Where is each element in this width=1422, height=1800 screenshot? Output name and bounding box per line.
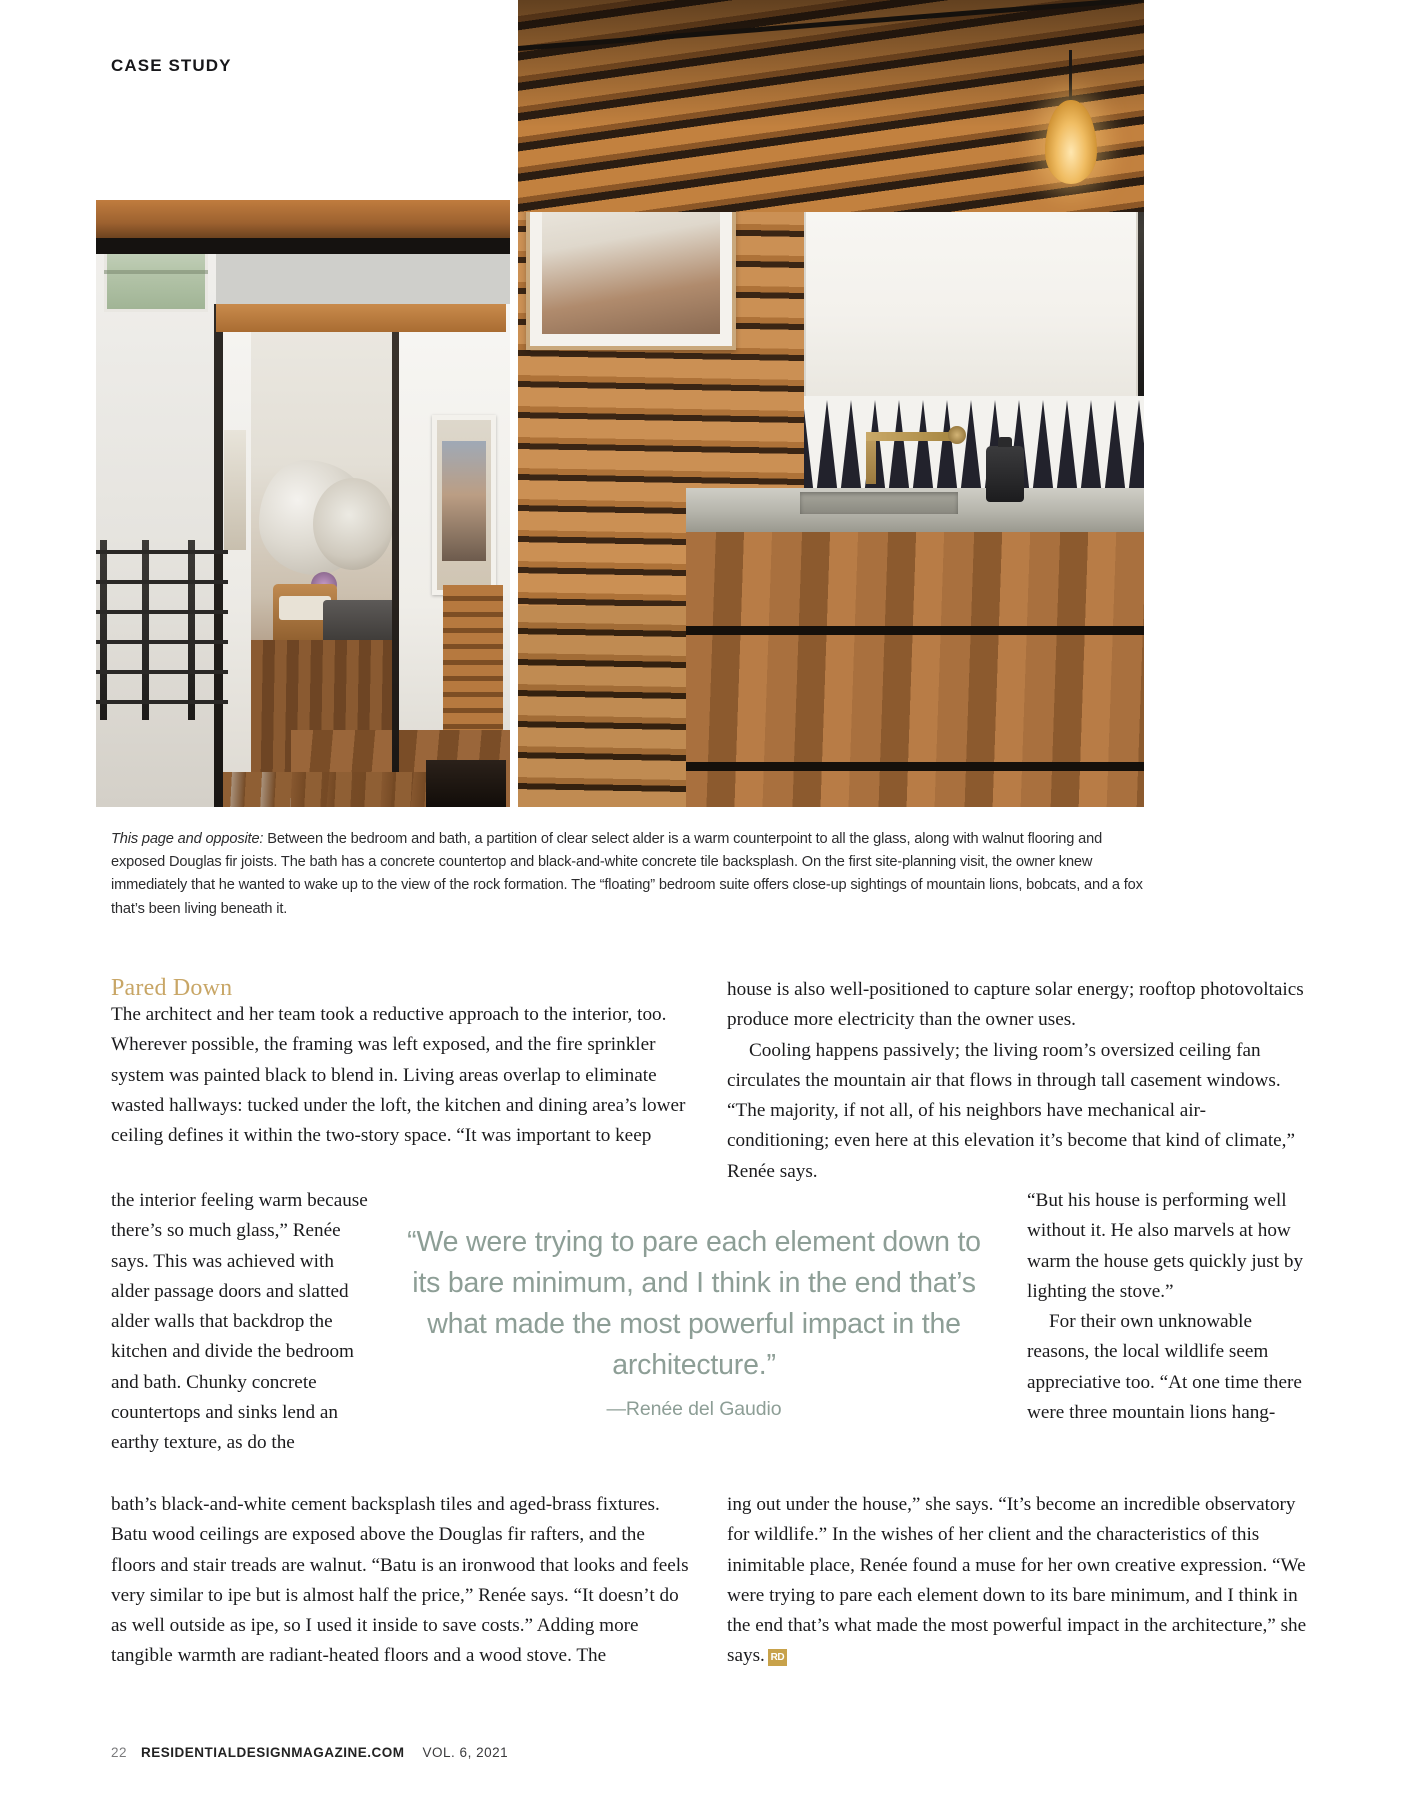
paragraph: Cooling happens passively; the living room’s oversized ceiling fan circulates the mountain air that flows in through tall casement windows. “The majority, if not all, of his neighbors have mechanical air-conditioning; even here at this elevation it’s become that kind of climate,” Renée says. [727,1039,1295,1182]
caption-body: Between the bedroom and bath, a partition of clear select alder is a warm counterpoint to all the glass, along with walnut flooring and exposed Douglas fir joists. The bath has a concrete countertop and black-and-white concrete tile backsplash. On the first site-planning visit, the owner knew immediately that he wanted to wake up to the view of the rock formation. The “floating” bedroom suite offers close-up sightings of mountain lions, bobcats, and a fox that’s been living beneath it. [111,831,1143,917]
footer-website: RESIDENTIALDESIGNMAGAZINE.COM [141,1745,405,1760]
tile-backsplash [804,396,1144,496]
tile-spike [1104,400,1126,496]
paragraph [727,1490,1307,1672]
photo-bath-vanity [518,0,1144,807]
article-right-column-top [727,975,1307,1187]
footer-volume: VOL. 6, 2021 [422,1745,509,1760]
section-heading: Pared Down [111,975,233,1001]
tile-spike [804,400,814,496]
page-footer [111,1745,508,1760]
photo-bath-vanity-art [518,0,1144,807]
tile-spike [1128,400,1144,496]
pull-quote: “We were trying to pare each element down to its bare minimum, and I think in the end that’s what made the most powerful impact in the architecture.” [407,1226,981,1381]
tile-spike [936,400,958,496]
paragraph: house is also well-positioned to capture solar energy; rooftop photovoltaics produce more electricity than the owner uses. [727,979,1304,1031]
photo-hallway-bedroom-art [96,200,510,807]
photo-caption [111,828,1143,921]
article-right-column-narrow [1027,1186,1307,1428]
article-left-column-narrow [111,1186,375,1459]
caption-lead: This page and opposite: [111,831,264,847]
paragraph: the interior feeling warm because there’s so much glass,” Renée says. This was achieved with alder passage doors and slatted alder walls that backdrop the kitchen and divide the bedroom and bath. Chunky concrete countertops and sinks lend an earthy texture, as do the [111,1190,368,1454]
article-left-column-top [111,1000,691,1151]
tile-spike [816,400,838,496]
paragraph: bath’s black-and-white cement backsplash tiles and aged-brass fixtures. Batu wood ceilings are exposed above the Douglas fir rafters, and the floors and stair treads are walnut. “Batu is an ironwood that looks and feels very similar to ipe but is almost half the price,” Renée says. “It doesn’t do as well outside as ipe, so I used it inside to save costs.” Adding more tangible warmth are radiant-heated floors and a wood stove. The [111,1494,689,1667]
paragraph-text: ing out under the house,” she says. “It’s become an incredible observatory for wildlife.” In the wishes of her client and the characteristics of this inimitable place, Renée found a muse for her own creative expression. “We were trying to pare each element down to its bare minimum, and I think in the end that’s what made the most powerful impact in the architecture,” she says. [727,1494,1307,1667]
paragraph: The architect and her team took a reductive approach to the interior, too. Wherever possible, the framing was left exposed, and the fire sprinkler system was painted black to blend in. Living areas overlap to eliminate wasted hallways: tucked under the loft, the kitchen and dining area’s lower ceiling defines it within the two-story space. “It was important to keep [111,1004,686,1147]
tile-spike [840,400,862,496]
tile-spike [1032,400,1054,496]
article-right-column-bottom [727,1490,1307,1672]
pull-quote-attribution: —Renée del Gaudio [606,1398,782,1420]
footer-page-number: 22 [111,1745,128,1760]
tile-spike [888,400,910,496]
paragraph: For their own unknowable reasons, the local wildlife seem appreciative too. “At one time there were three mountain lions hang- [1027,1311,1302,1424]
stair-railing [96,540,228,720]
tile-spike [960,400,982,496]
tile-spike [1056,400,1078,496]
tile-spike [912,400,934,496]
paragraph: “But his house is performing well without it. He also marvels at how warm the house gets quickly just by lighting the stove.” [1027,1190,1304,1302]
photo-hallway-bedroom [96,200,510,807]
article-left-column-bottom [111,1490,691,1672]
page-kicker: CASE STUDY [111,56,232,75]
tile-spike [1080,400,1102,496]
end-mark-logo: RD [768,1649,787,1666]
